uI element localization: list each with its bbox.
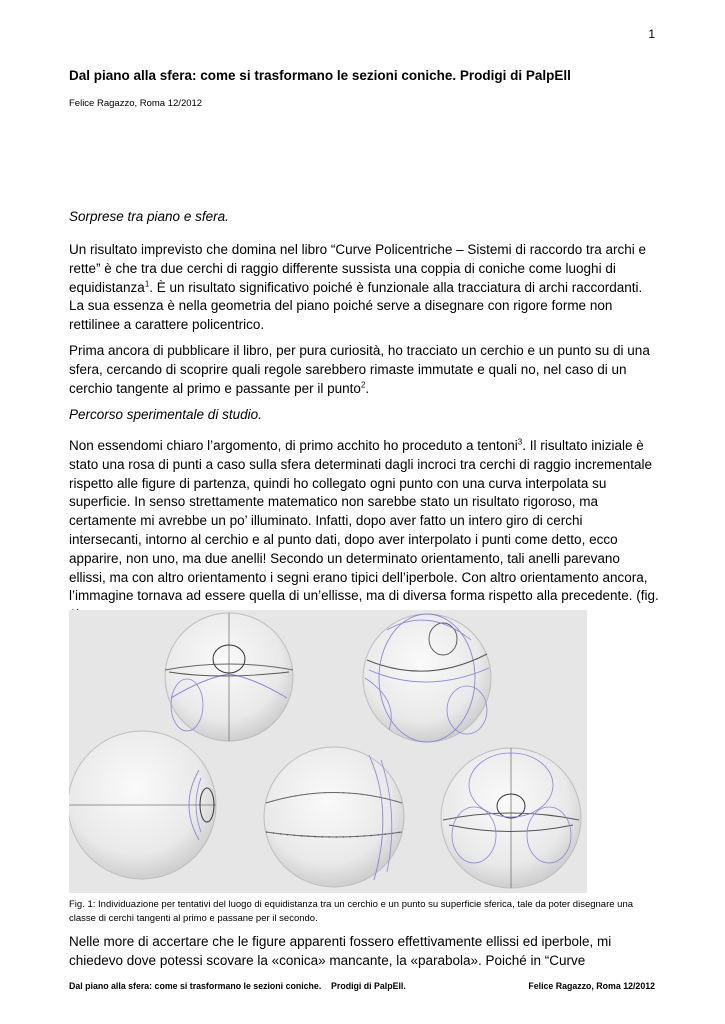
sphere-4 [264, 747, 404, 887]
footnote-ref-1[interactable]: 1 [144, 279, 150, 289]
footer-author: Felice Ragazzo, Roma 12/2012 [528, 981, 655, 991]
figure-caption: Fig. 1: Individuazione per tentativi del luogo di equidistanza tra un cerchio e un punto su superficie sferica, tale da poter disegnare una classe di cerchi tangenti al primo e passane per il secondo. [69, 899, 634, 924]
paragraph-experiment [69, 437, 659, 625]
section-heading-path: Percorso sperimentale di studio. [69, 407, 262, 422]
sphere-3 [69, 731, 216, 879]
paragraph-text: Non essendomi chiaro l’argomento, di primo acchito ho proceduto a tentoni [69, 438, 518, 453]
paragraph-intro [69, 241, 659, 335]
author-line: Felice Ragazzo, Roma 12/2012 [69, 98, 203, 109]
paragraph-text: . È un risultato significativo poiché è funzionale alla tracciatura di archi raccordanti. La sua essenza è nella geometria del piano poiché serve a disegnare con rigore forme non rettilinee a carattere policentrico. [69, 279, 643, 333]
footnote-ref-2[interactable]: 2 [360, 380, 366, 390]
paragraph-text: . Il risultato iniziale è stato una rosa di punti a caso sulla sfera determinati dagli incroci tra cerchi di raggio incrementale rispetto alle figure di partenza, quindi ho collegato ogni punto con una curva interpolata su superficie. In senso strettamente matematico non sarebbe stato un risultato rigoroso, ma certamente mi avrebbe un po’ illuminato. Infatti, dopo aver fatto un intero giro di cerchi intersecanti, intorno al cerchio e al punto dati, dopo aver interpolato i punti come detto, ecco apparire, non uno, ma due anelli! Secondo un determinato orientamento, tali anelli parevano ellissi, ma con altro orientamento i segni erano tipici dell’iperbole. Con altro orientamento ancora, l’immagine tornava ad essere quella di un’ellisse, ma di diversa forma rispetto alla precedente. (fig. [69, 438, 659, 604]
paragraph-text: Prima ancora di pubblicare il libro, per pura curiosità, ho tracciato un cerchio e un punto su di una sfera, cercando di scoprire quali regole sarebbero rimaste immutate e quali no, nel caso di un cerchio tangente al primo e passante per il punto [69, 343, 650, 396]
paragraph-parabola: Nelle more di accertare che le figure apparenti fossero effettivamente ellissi ed iperbole, mi chiedevo dove potessi scovare la «conica» mancante, la «parabola». Poiché in “Curve [69, 934, 612, 968]
figure-1-spheres [69, 610, 587, 893]
paragraph-text: Un risultato imprevisto che domina nel libro “Curve Policentriche – Sistemi di raccordo tra archi e rette” è che tra due cerchi di raggio differente sussista una coppia di coniche come luoghi di equidistanza [69, 242, 646, 295]
page-number: 1 [648, 27, 655, 41]
footnote-ref-3[interactable]: 3 [517, 437, 523, 447]
sphere-5 [441, 748, 581, 888]
section-heading-surprises: Sorprese tra piano e sfera. [69, 209, 229, 224]
sphere-2 [363, 614, 491, 742]
paragraph-sphere [69, 342, 659, 398]
sphere-1 [165, 613, 293, 741]
footer-title: Dal piano alla sfera: come si trasformano le sezioni coniche. Prodigi di PalpEll. [69, 981, 406, 991]
paragraph-text: . [365, 380, 370, 396]
spheres-illustration [69, 610, 587, 893]
document-title: Dal piano alla sfera: come si trasformano le sezioni coniche. Prodigi di PalpEll [69, 68, 571, 83]
